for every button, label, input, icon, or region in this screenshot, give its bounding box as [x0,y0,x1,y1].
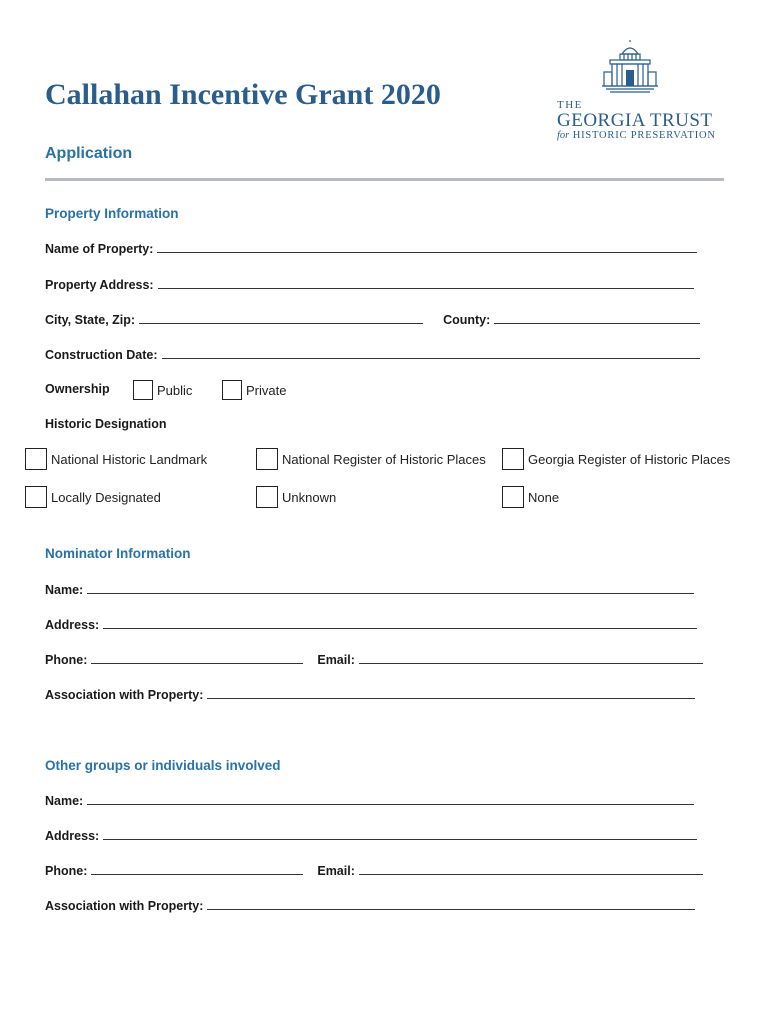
others-association-input[interactable] [207,897,695,910]
ownership-private-option[interactable] [222,380,286,400]
logo-subtitle-text: HISTORIC PRESERVATION [572,130,716,141]
property-address-label: Property Address: [45,278,154,292]
others-name-input[interactable] [87,792,694,805]
nominator-name-label: Name: [45,583,84,597]
others-phone-label: Phone: [45,864,88,878]
ownership-public-option[interactable] [133,380,192,400]
property-address-input[interactable] [158,276,694,289]
others-association-label: Association with Property: [45,899,204,913]
designation-option-none[interactable] [502,486,559,508]
others-name-label: Name: [45,794,84,808]
designation-checkbox-none[interactable] [502,486,524,508]
nominator-email-input[interactable] [359,651,703,664]
construction-date-label: Construction Date: [45,348,158,362]
form-subtitle: Application [45,145,133,162]
property-name-label: Name of Property: [45,242,154,256]
property-name-input[interactable] [157,240,697,253]
nominator-address-field [45,616,697,632]
property-section-heading: Property Information [45,206,179,221]
designation-option-national-register[interactable] [256,448,486,470]
historic-designation-label-wrap [45,417,167,431]
nominator-name-field [45,581,694,597]
others-association-field [45,897,695,913]
logo-the: THE [557,99,583,111]
ownership-private-checkbox[interactable] [222,380,242,400]
nominator-phone-email-field [45,651,703,667]
designation-label-none: None [528,489,560,505]
ownership-private-label: Private [246,382,287,398]
nominator-phone-label: Phone: [45,653,88,667]
nominator-association-input[interactable] [207,686,695,699]
designation-label-unknown: Unknown [282,489,337,505]
city-state-zip-label: City, State, Zip: [45,313,136,327]
others-email-label: Email: [317,864,355,878]
capitol-building-icon [600,40,660,98]
others-section-heading: Other groups or individuals involved [45,758,281,773]
designation-checkbox-national-landmark[interactable] [25,448,47,470]
city-state-zip-field [45,311,700,327]
designation-option-georgia-register[interactable] [502,448,730,470]
others-address-field [45,827,697,843]
ownership-public-label: Public [157,382,193,398]
designation-option-locally-designated[interactable] [25,486,161,508]
logo-name: GEORGIA TRUST [557,110,713,131]
nominator-association-label: Association with Property: [45,688,204,702]
county-input[interactable] [494,311,700,324]
nominator-phone-input[interactable] [91,651,303,664]
designation-label-national-landmark: National Historic Landmark [51,451,208,467]
nominator-association-field [45,686,695,702]
property-address-field [45,276,694,292]
city-state-zip-input[interactable] [139,311,423,324]
designation-label-national-register: National Register of Historic Places [282,451,486,467]
historic-designation-label: Historic Designation [45,417,167,431]
ownership-label: Ownership [45,382,110,396]
others-phone-input[interactable] [91,862,303,875]
county-label: County: [443,313,491,327]
designation-option-unknown[interactable] [256,486,336,508]
designation-checkbox-national-register[interactable] [256,448,278,470]
construction-date-field [45,346,700,362]
ownership-label-wrap [45,382,110,396]
logo-for: for [557,130,570,141]
construction-date-input[interactable] [162,346,700,359]
designation-checkbox-locally-designated[interactable] [25,486,47,508]
header-divider [45,178,724,181]
others-phone-email-field [45,862,703,878]
others-name-field [45,792,694,808]
ownership-public-checkbox[interactable] [133,380,153,400]
others-address-input[interactable] [103,827,697,840]
nominator-email-label: Email: [317,653,355,667]
designation-option-national-landmark[interactable] [25,448,207,470]
others-email-input[interactable] [359,862,703,875]
designation-checkbox-georgia-register[interactable] [502,448,524,470]
designation-checkbox-unknown[interactable] [256,486,278,508]
designation-label-locally-designated: Locally Designated [51,489,161,505]
nominator-address-label: Address: [45,618,100,632]
others-address-label: Address: [45,829,100,843]
nominator-name-input[interactable] [87,581,694,594]
nominator-section-heading: Nominator Information [45,546,191,561]
nominator-address-input[interactable] [103,616,697,629]
form-title: Callahan Incentive Grant 2020 [45,78,441,111]
logo-subtitle [557,130,716,141]
property-name-field [45,240,697,256]
designation-label-georgia-register: Georgia Register of Historic Places [528,451,731,467]
